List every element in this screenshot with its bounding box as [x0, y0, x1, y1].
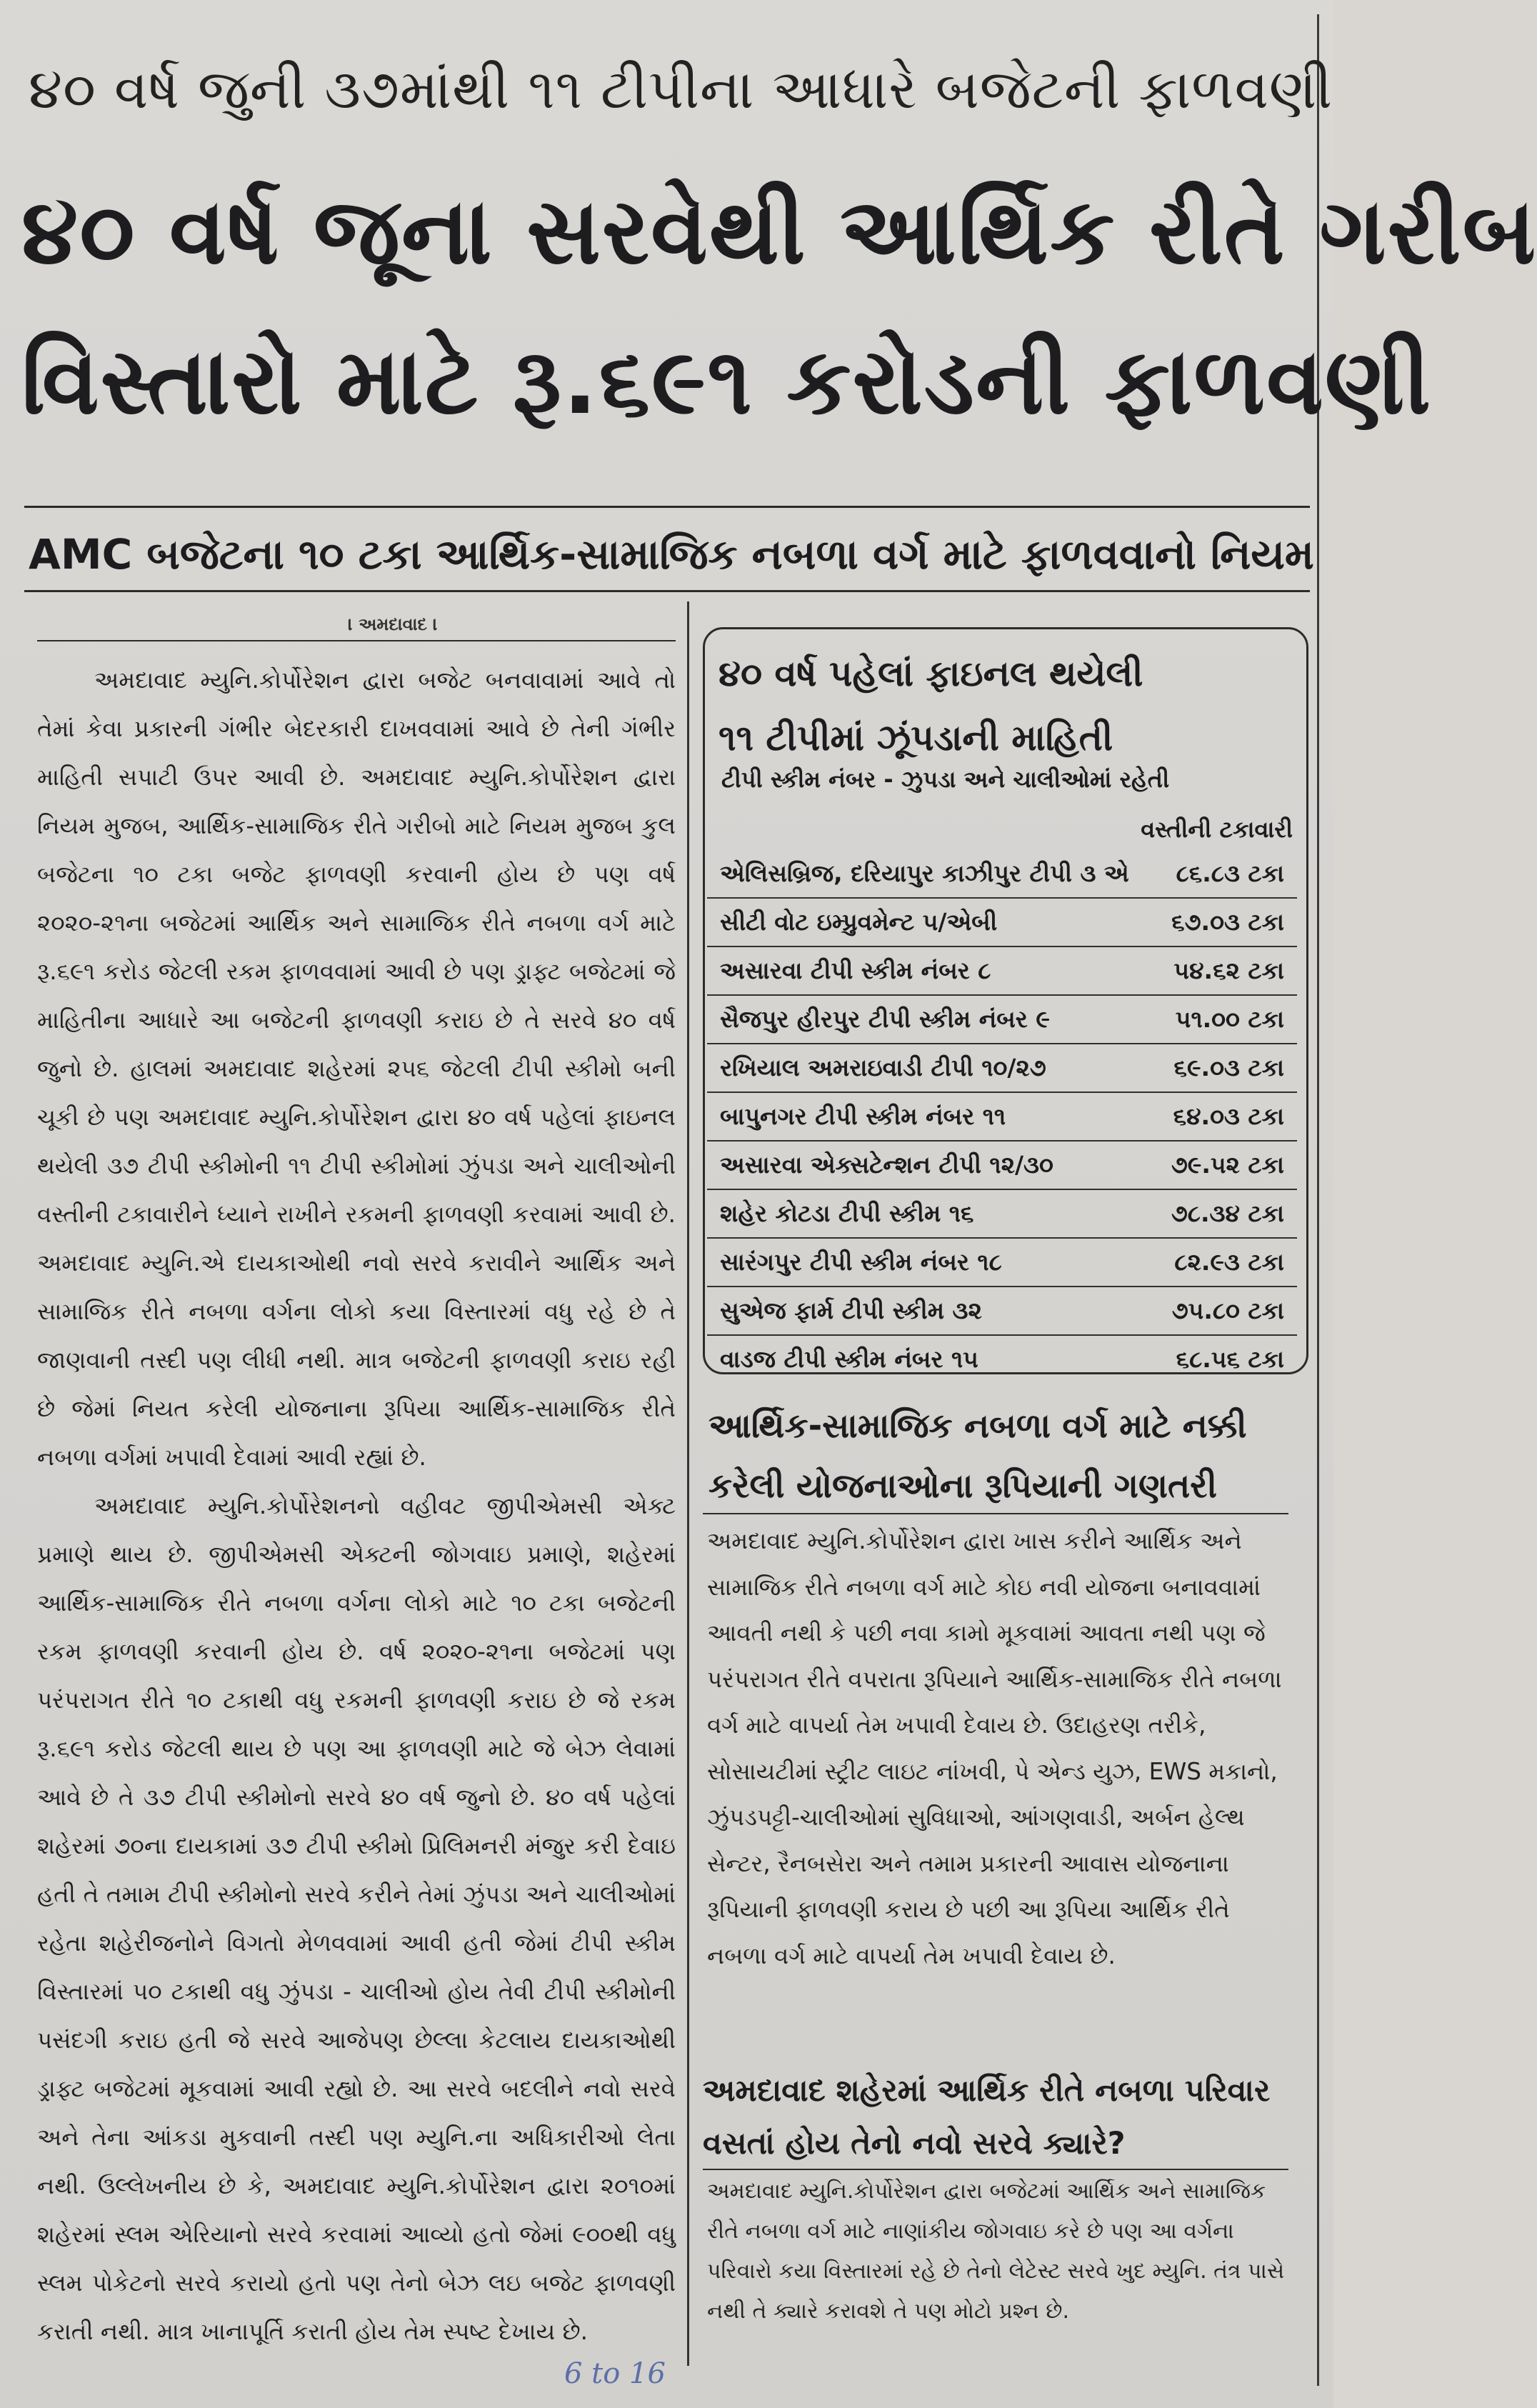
headline-line-1: ૪૦ વર્ષ જૂના સરવેથી આર્થિક રીતે ગરીબ — [21, 179, 1537, 285]
dateline: । અમદાવાદ । — [348, 614, 438, 634]
scheme-name: સૈજપુર હીરપુર ટીપી સ્કીમ નંબર ૯ — [707, 995, 1154, 1044]
rule-below-subhead — [24, 590, 1310, 592]
table-row — [707, 1141, 1297, 1189]
table-row — [707, 1335, 1297, 1383]
slum-percentage: ૮૬.૮૩ ટકા — [1154, 850, 1297, 898]
section-2-rule — [703, 1513, 1288, 1514]
slum-percentage: ૮૨.૯૩ ટકા — [1154, 1238, 1297, 1287]
table-row — [707, 1238, 1297, 1287]
scheme-name: અસારવા એક્સટેન્શન ટીપી ૧૨/૩૦ — [707, 1141, 1154, 1189]
section-3-title: અમદાવાદ શહેરમાં આર્થિક રીતે નબળા પરિવાર વસતાં હોય તેનો નવો સરવે ક્યારે? — [703, 2073, 1271, 2162]
slum-percentage: ૬૮.૫૬ ટકા — [1176, 1345, 1284, 1373]
table-row — [707, 850, 1297, 898]
kicker-headline: ૪૦ વર્ષ જુની ૩૭માંથી ૧૧ ટીપીના આધારે બજેટની ફાળવણી — [29, 57, 1333, 121]
scheme-name: અસારવા ટીપી સ્કીમ નંબર ૮ — [707, 946, 1154, 995]
table-row — [707, 946, 1297, 995]
story-paragraph-2: અમદાવાદ મ્યુનિ.કોર્પોરેશનનો વહીવટ જીપીએમસી એક્ટ પ્રમાણે થાય છે. જીપીએમસી એક્ટની જોગવાઇ પ્રમાણે, શહેરમાં આર્થિક-સામાજિક રીતે નબળા વર્ગના લોકો માટે ૧૦ ટકા બજેટની રકમ ફાળવણી કરવાની હોય છે. વર્ષ ૨૦૨૦-૨૧ના બજેટમાં પણ પરંપરાગત રીતે ૧૦ ટકાથી વધુ રકમની ફાળવણી કરાઇ છે જે રકમ રૂ.૬૯૧ કરોડ જેટલી થાય છે પણ આ ફાળવણી માટે જે બેઝ લેવામાં આવે છે તે ૩૭ ટીપી સ્કીમોનો સરવે ૪૦ વર્ષ જુનો છે. ૪૦ વર્ષ પહેલાં શહેરમાં ૭૦ના દાયકામાં ૩૭ ટીપી સ્કીમો પ્રિલિમનરી મંજુર કરી દેવાઇ હતી તે તમામ ટીપી સ્કીમોનો સરવે કરીને તેમાં ઝુંપડા અને ચાલીઓમાં રહેતા શહેરીજનોને વિગતો મેળવવામાં આવી હતી જેમાં ટીપી સ્કીમ વિસ્તારમાં ૫૦ ટકાથી વધુ ઝુંપડા - ચાલીઓ હોય તેવી ટીપી સ્કીમોની પસંદગી કરાઇ હતી જે સરવે આજેપણ છેલ્લા કેટલાય દાયકાઓથી ડ્રાફ્ટ બજેટમાં મૂકવામાં આવી રહ્યો છે. આ સરવે બદલીને નવો સરવે અને તેના આંકડા મુકવાની તસ્દી પણ મ્યુનિ.ના અધિકારીઓ લેતા નથી. ઉલ્લેખનીય છે કે, અમદાવાદ મ્યુનિ.કોર્પોરેશન દ્વારા ૨૦૧૦માં શહેરમાં સ્લમ એરિયાનો સરવે કરવામાં આવ્યો હતો જેમાં ૯૦૦થી વધુ સ્લમ પોકેટનો સરવે કરાયો હતો પણ તેનો બેઝ લઇ બજેટ ફાળવણી કરાતી નથી. માત્ર ખાનાપૂર્તિ કરાતી હોય તેમ સ્પષ્ટ દેખાય છે. — [37, 1492, 676, 2345]
scheme-name: સુએજ ફાર્મ ટીપી સ્કીમ ૩૨ — [707, 1287, 1154, 1335]
headline-line-2: વિસ્તારો માટે રૂ.૬૯૧ કરોડની ફાળવણી — [21, 329, 1433, 435]
section-3-body: અમદાવાદ મ્યુનિ.કોર્પોરેશન દ્વારા બજેટમાં આર્થિક અને સામાજિક રીતે નબળા વર્ગ માટે નાણાંકીય જોગવાઇ કરે છે પણ આ વર્ગના પરિવારો કયા વિસ્તારમાં રહે છે તેનો લેટેસ્ટ સરવે ખુદ મ્યુનિ. તંત્ર પાસે નથી તે ક્યારે કરાવશે તે પણ મોટો પ્રશ્ન છે. — [707, 2179, 1285, 2324]
table-row — [707, 898, 1297, 946]
slum-percentage: ૭૯.૫૨ ટકા — [1154, 1141, 1297, 1189]
slum-percentage: ૬૭.૦૩ ટકા — [1154, 898, 1297, 946]
info-box-title-line-1: ૪૦ વર્ષ પહેલાં ફાઇનલ થયેલી — [719, 653, 1143, 694]
main-headline — [21, 157, 1537, 457]
info-box-title-line-2: ૧૧ ટીપીમાં ઝૂંપડાની માહિતી — [719, 717, 1113, 759]
dateline-underline — [37, 640, 676, 641]
scheme-name: બાપુનગર ટીપી સ્કીમ નંબર ૧૧ — [707, 1092, 1154, 1141]
slum-percentage: ૭૫.૮૦ ટકા — [1154, 1287, 1297, 1335]
handwritten-note: 6 to 16 — [564, 2357, 666, 2390]
slum-percentage: ૫૪.૬૨ ટકા — [1154, 946, 1297, 995]
table-row — [707, 1287, 1297, 1335]
table-row — [707, 1044, 1297, 1092]
info-box-title — [719, 641, 1290, 770]
section-2-title: આર્થિક-સામાજિક નબળા વર્ગ માટે નક્કી કરેલી યોજનાઓના રૂપિયાની ગણતરી — [709, 1407, 1247, 1506]
tp-scheme-table — [707, 850, 1297, 1383]
scheme-name: સારંગપુર ટીપી સ્કીમ નંબર ૧૮ — [707, 1238, 1154, 1287]
scheme-name: શહેર કોટડા ટીપી સ્કીમ ૧૬ — [707, 1189, 1154, 1238]
subheadline: AMC બજેટના ૧૦ ટકા આર્થિક-સામાજિક નબળા વર્ગ માટે ફાળવવાનો નિયમ — [29, 530, 1314, 579]
slum-percentage: ૫૧.૦૦ ટકા — [1154, 995, 1297, 1044]
table-row — [707, 1189, 1297, 1238]
info-box-caption-2: વસ્તીની ટકાવારી — [1141, 816, 1293, 843]
slum-percentage: ૭૮.૩૪ ટકા — [1154, 1189, 1297, 1238]
column-divider — [687, 601, 689, 2366]
scheme-name: વાડજ ટીપી સ્કીમ નંબર ૧૫ — [720, 1345, 978, 1373]
section-3-rule — [703, 2169, 1288, 2170]
scheme-name: સીટી વોટ ઇમ્પ્રુવમેન્ટ ૫/એબી — [707, 898, 1154, 946]
table-row — [707, 995, 1297, 1044]
scheme-name: રખિયાલ અમરાઇવાડી ટીપી ૧૦/૨૭ — [707, 1044, 1154, 1092]
rule-above-subhead — [24, 506, 1310, 508]
slum-percentage: ૬૪.૦૩ ટકા — [1154, 1092, 1297, 1141]
section-2-body: અમદાવાદ મ્યુનિ.કોર્પોરેશન દ્વારા ખાસ કરીને આર્થિક અને સામાજિક રીતે નબળા વર્ગ માટે કોઇ નવી યોજના બનાવવામાં આવતી નથી કે પછી નવા કામો મૂકવામાં આવતા નથી પણ જે પરંપરાગત રીતે વપરાતા રૂપિયાને આર્થિક-સામાજિક રીતે નબળા વર્ગ માટે વાપર્યા તેમ ખપાવી દેવાય છે. ઉદાહરણ તરીકે, સોસાયટીમાં સ્ટ્રીટ લાઇટ નાંખવી, પે એન્ડ યુઝ, EWS મકાનો, ઝુંપડપટ્ટી-ચાલીઓમાં સુવિધાઓ, આંગણવાડી, અર્બન હેલ્થ સેન્ટર, રૈનબસેરા અને તમામ પ્રકારની આવાસ યોજનાના રૂપિયાની ફાળવણી કરાય છે પછી આ રૂપિયા આર્થિક રીતે નબળા વર્ગ માટે વાપર્યા તેમ ખપાવી દેવાય છે. — [707, 1527, 1282, 1969]
story-paragraph-1: અમદાવાદ મ્યુનિ.કોર્પોરેશન દ્વારા બજેટ બનવાવામાં આવે તો તેમાં કેવા પ્રકારની ગંભીર બેદરકારી દાખવવામાં આવે છે તેની ગંભીર માહિતી સપાટી ઉપર આવી છે. અમદાવાદ મ્યુનિ.કોર્પોરેશન દ્વારા નિયમ મુજબ, આર્થિક-સામાજિક રીતે ગરીબો માટે નિયમ મુજબ કુલ બજેટના ૧૦ ટકા બજેટ ફાળવણી કરવાની હોય છે પણ વર્ષ ૨૦૨૦-૨૧ના બજેટમાં આર્થિક અને સામાજિક રીતે નબળા વર્ગ માટે રૂ.૬૯૧ કરોડ જેટલી રકમ ફાળવવામાં આવી છે પણ ડ્રાફ્ટ બજેટમાં જે માહિતીના આધારે આ બજેટની ફાળવણી કરાઇ છે તે સરવે ૪૦ વર્ષ જુનો છે. હાલમાં અમદાવાદ શહેરમાં ૨૫૬ જેટલી ટીપી સ્કીમો બની ચૂકી છે પણ અમદાવાદ મ્યુનિ.કોર્પોરેશન દ્વારા ૪૦ વર્ષ પહેલાં ફાઇનલ થયેલી ૩૭ ટીપી સ્કીમોની ૧૧ ટીપી સ્કીમોમાં ઝુંપડા અને ચાલીઓની વસ્તીની ટકાવારીને ધ્યાને રાખીને રકમની ફાળવણી કરવામાં આવી છે. અમદાવાદ મ્યુનિ.એ દાયકાઓથી નવો સરવે કરાવીને આર્થિક અને સામાજિક રીતે નબળા વર્ગના લોકો કયા વિસ્તારમાં વધુ રહે છે તે જાણવાની તસ્દી પણ લીધી નથી. માત્ર બજેટની ફાળવણી કરાઇ રહી છે જેમાં નિયત કરેલી યોજનાના રૂપિયા આર્થિક-સામાજિક રીતે નબળા વર્ગમાં ખપાવી દેવામાં આવી રહ્યાં છે. — [37, 666, 676, 1471]
main-story — [37, 656, 676, 2356]
slum-percentage: ૬૯.૦૩ ટકા — [1154, 1044, 1297, 1092]
info-box-caption: ટીપી સ્કીમ નંબર - ઝુપડા અને ચાલીઓમાં રહેતી — [721, 766, 1170, 793]
table-row — [707, 1092, 1297, 1141]
scheme-name: એલિસબ્રિજ, દરિયાપુર કાઝીપુર ટીપી ૩ એ — [707, 850, 1154, 898]
